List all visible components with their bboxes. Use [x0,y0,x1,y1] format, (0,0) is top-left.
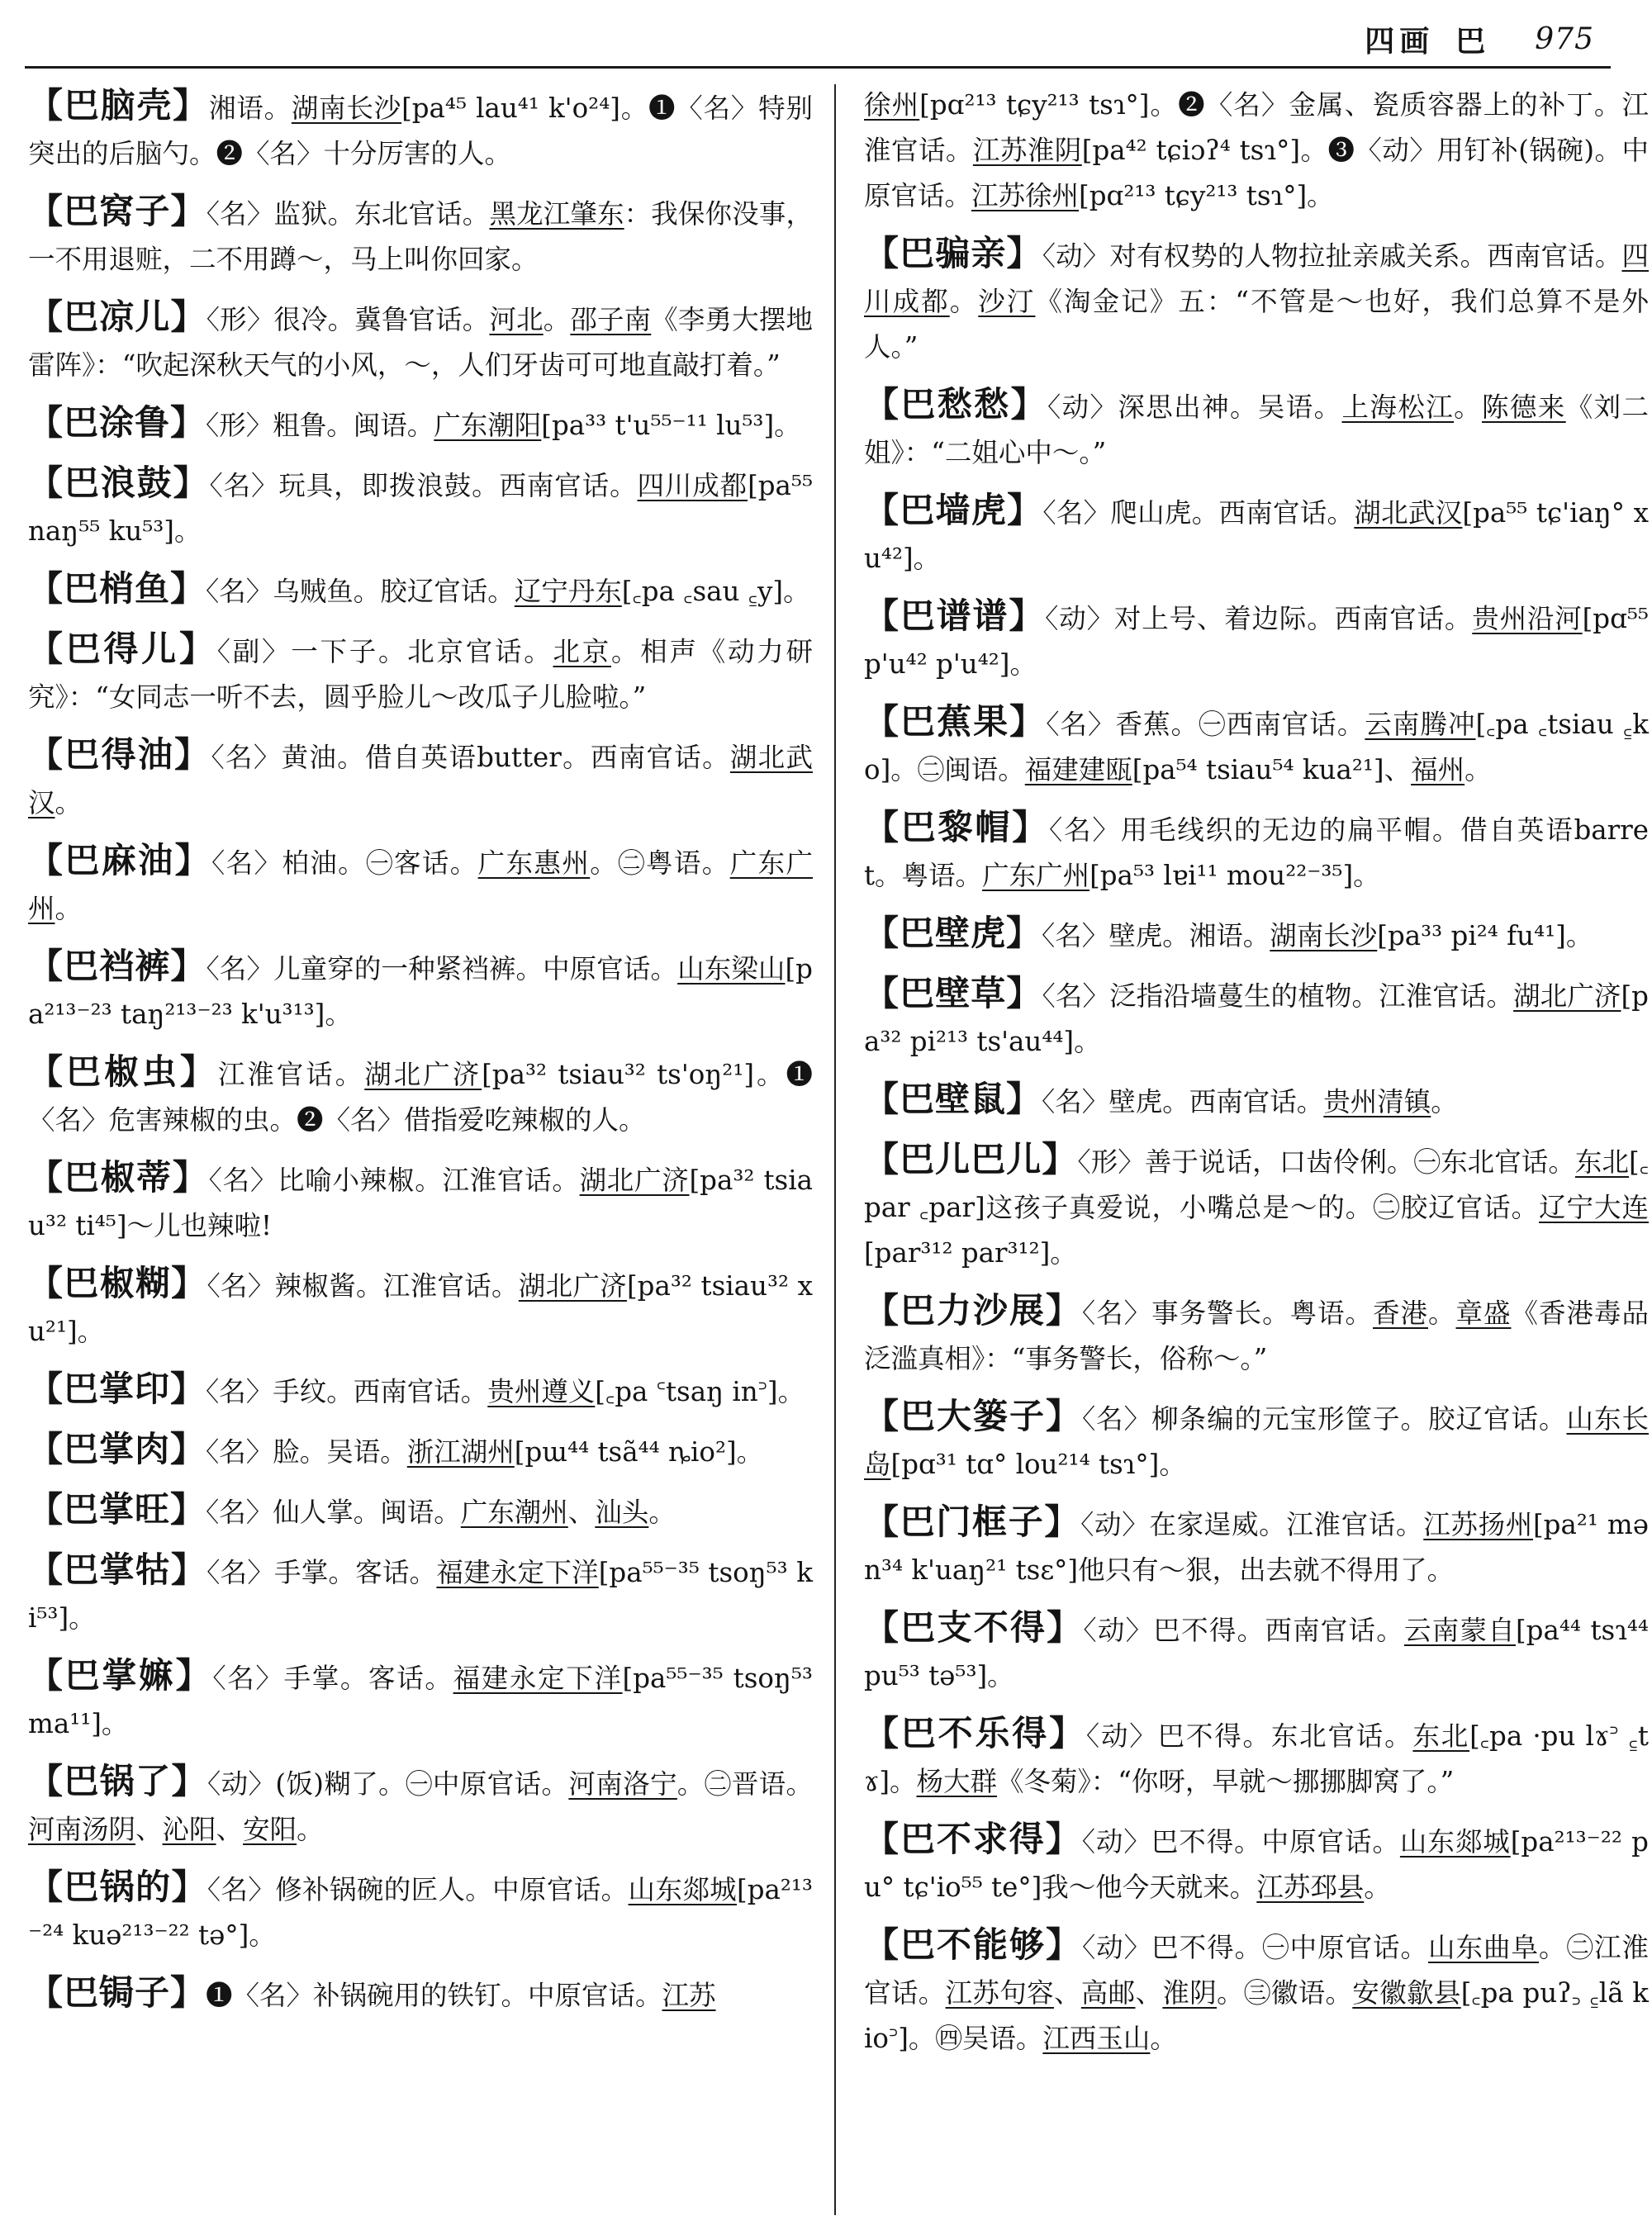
entry-headword: 【巴锅了】 [28,1761,207,1801]
entry-underlined-term: 江苏淮阴 [972,135,1082,166]
entry-definition-text: 。㊁江淮官话。 [864,1932,1649,2009]
entry-definition-text: [pa⁵⁵ tɕ'iaŋ° xu⁴²]。 [864,497,1649,574]
entry-headword: 【巴力沙展】 [864,1290,1082,1331]
entry-definition-text: 、 [135,1814,163,1845]
dictionary-entry [864,1710,1649,1805]
dictionary-entry [864,699,1649,793]
entry-underlined-term: 贵州遵义 [487,1376,596,1407]
entry-definition-text: [pa⁵⁵ naŋ⁵⁵ ku⁵³]。 [28,470,813,547]
entry-headword: 【巴麻油】 [28,840,211,880]
entry-definition-text: 。 [543,304,571,335]
entry-underlined-term: 沙汀 [978,286,1036,317]
entry-underlined-term: 章盛 [1455,1298,1512,1329]
entry-definition-text: [pɑ²¹³ tɕy²¹³ tsɿ°]。 [1079,180,1334,211]
entry-definition-text: 〈名〉辣椒酱。江淮官话。 [206,1270,519,1302]
entry-headword: 【巴大篓子】 [864,1396,1082,1436]
entry-underlined-term: 香港 [1373,1298,1429,1329]
entry-headword: 【巴椒虫】 [28,1051,218,1092]
entry-definition-text: 。 [55,787,83,818]
entry-headword: 【巴掌旺】 [28,1489,206,1530]
entry-definition-text: 〈名〉儿童穿的一种紧裆裤。中原官话。 [206,953,678,985]
dictionary-entry [864,230,1649,370]
dictionary-entry [28,1049,813,1143]
entry-definition-text: 《刘二姐》：“二姐心中～。” [864,391,1649,468]
entry-underlined-term: 湖北武汉 [28,742,813,818]
entry-headword: 【巴墙虎】 [864,490,1043,530]
running-head-character: 巴 [1455,23,1486,59]
entry-definition-text: ：我保你没事，一不用退赃，二不用蹲～，马上叫你回家。 [28,198,813,275]
dictionary-entry [28,1260,813,1355]
entry-underlined-term: 北京 [553,636,611,667]
entry-definition-text: [pa³² pi²¹³ ts'au⁴⁴]。 [864,980,1649,1057]
entry-underlined-term: 湖北广济 [579,1165,690,1196]
dictionary-entry [28,294,813,388]
dictionary-entry [28,626,813,720]
entry-definition-text: [pa²¹³⁻²³ taŋ²¹³⁻²³ k'u³¹³]。 [28,953,813,1030]
entry-definition-text: 。㊁晋语。 [676,1768,813,1800]
entry-underlined-term: 山东长岛 [864,1403,1649,1480]
entry-definition-text: 〈动〉巴不得。㊀中原官话。 [1081,1932,1429,1963]
entry-definition-text: 。 [1431,1086,1458,1117]
entry-definition-text: [pa³² tsiau³² ts'oŋ²¹]。❶〈名〉危害辣椒的虫。❷〈名〉借指爱吃辣椒的人。 [28,1059,813,1136]
entry-underlined-term: 四川成都 [637,470,748,501]
entry-definition-text: 〈名〉仙人掌。闽语。 [206,1497,461,1528]
column-divider [834,84,836,2215]
entry-definition-text: 。 [949,286,979,317]
dictionary-entry [28,83,813,177]
entry-underlined-term: 福州 [1411,754,1465,785]
entry-definition-text: 〈形〉很冷。冀鲁官话。 [206,304,490,335]
dictionary-entry [864,1136,1649,1276]
entry-definition-text: 。 [297,1814,324,1845]
entry-underlined-term: 江苏句容 [945,1977,1054,2009]
entry-definition-text: [pa³² tsiau³² ti⁴⁵]～儿也辣啦! [28,1165,813,1241]
entry-headword: 【巴窝子】 [28,191,206,231]
entry-definition-text: 。相声《动力研究》：“女同志一听不去，圆乎脸儿～改瓜子儿脸啦。” [28,636,813,713]
dictionary-entry [864,1393,1649,1487]
entry-definition-text: [pa⁴² tɕiɔʔ⁴ tsɿ°]。❸〈动〉用钉补(锅碗)。中原官话。 [864,135,1649,211]
entry-definition-text: 、 [1135,1977,1163,2009]
entry-definition-text: [pa²¹³⁻²² pu° tɕ'io⁵⁵ te°]我～他今天就来。 [864,1826,1649,1903]
entry-definition-text: 。 [1464,754,1492,785]
entry-definition-text: 〈名〉手纹。西南官话。 [206,1376,488,1407]
entry-definition-text: [pa³³ t'u⁵⁵⁻¹¹ lu⁵³]。 [541,410,801,441]
entry-underlined-term: 江苏扬州 [1423,1509,1533,1540]
entry-headword: 【巴掌印】 [28,1369,206,1409]
entry-headword: 【巴儿巴儿】 [864,1139,1078,1179]
entry-underlined-term: 上海松江 [1341,391,1455,423]
entry-headword: 【巴椒糊】 [28,1263,207,1303]
dictionary-entry [864,1499,1649,1593]
dictionary-entry [864,593,1649,687]
entry-underlined-term: 山东郯城 [628,1874,738,1905]
entry-headword: 【巴梢鱼】 [28,568,206,609]
entry-definition-text: 〈动〉对有权势的人物拉扯亲戚关系。西南官话。 [1042,240,1622,272]
dictionary-entry [28,1970,813,2019]
entry-definition-text: 〈名〉脸。吴语。 [206,1436,407,1468]
running-head [1322,18,1594,59]
entry-definition-text: 。 [1428,1298,1456,1329]
entry-definition-text: 〈名〉泛指沿墙蔓生的植物。江淮官话。 [1042,980,1514,1012]
entry-definition-text: [pa⁵³ lɐi¹¹ mou²²⁻³⁵]。 [1089,860,1380,891]
entry-definition-text: 〈名〉香蕉。㊀西南官话。 [1046,709,1365,740]
dictionary-entry [28,1758,813,1853]
entry-definition-text: 〈名〉柳条编的元宝形筐子。胶辽官话。 [1081,1403,1567,1435]
dictionary-entry [864,382,1649,476]
dictionary-entry [28,566,813,614]
entry-definition-text: [꜀pa ·pu lɤ꜄ ꜁tɤ]。 [864,1720,1649,1797]
entry-definition-text: [꜀pa ꜀sau ꜁y]。 [621,576,810,607]
entry-headword: 【巴支不得】 [864,1607,1084,1648]
entry-underlined-term: 湖北武汉 [1354,497,1463,529]
entry-underlined-term: 江西玉山 [1042,2023,1151,2054]
dictionary-entry [864,970,1649,1065]
entry-definition-text: [꜀par ꜀par]这孩子真爱说，小嘴总是～的。㊁胶辽官话。 [864,1146,1649,1223]
entry-underlined-term: 广东潮阳 [434,410,542,441]
entry-underlined-term: 东北 [1412,1720,1470,1752]
entry-headword: 【巴壁草】 [864,973,1042,1013]
entry-definition-text: 《冬菊》：“你呀，早就～挪挪脚窝了。” [997,1766,1455,1797]
entry-definition-text: 〈名〉事务警长。粤语。 [1081,1298,1374,1329]
entry-definition-text: 〈名〉乌贼鱼。胶辽官话。 [206,576,515,607]
entry-definition-text: 、 [1053,1977,1081,2009]
entry-headword: 【巴不求得】 [864,1819,1082,1859]
entry-underlined-term: 河南洛宁 [568,1768,677,1800]
entry-definition-text: 〈副〉一下子。北京官话。 [216,636,553,667]
dictionary-entry [28,188,813,282]
dictionary-entry [28,460,813,554]
entry-underlined-term: 杨大群 [916,1766,998,1797]
entry-definition-text: 、 [216,1814,244,1845]
entry-definition-text: [pa⁵⁵⁻³⁵ tsoŋ⁵³ ma¹¹]。 [28,1663,813,1739]
entry-headword: 【巴愁愁】 [864,384,1047,425]
entry-underlined-term: 山东梁山 [677,953,786,985]
page-number: 975 [1535,21,1594,56]
entry-definition-text: [par³¹² par³¹²]。 [864,1237,1077,1269]
entry-headword: 【巴不能够】 [864,1924,1082,1965]
dictionary-entry [28,837,813,932]
entry-definition-text: [꜀pa puʔ꜆ ꜁lã kio꜄]。㊃吴语。 [864,1977,1649,2054]
entry-definition-text: 。 [1150,2023,1177,2054]
dictionary-entry [28,1426,813,1475]
entry-underlined-term: 江苏徐州 [971,180,1080,211]
entry-definition-text: ❶〈名〉补锅碗用的铁钉。中原官话。 [206,1980,662,2011]
entry-definition-text: 〈名〉壁虎。湘语。 [1042,920,1270,951]
entry-headword: 【巴骗亲】 [864,233,1042,273]
entry-headword: 【巴脑壳】 [28,85,209,126]
entry-definition-text: 《李勇大摆地雷阵》：“吹起深秋天气的小风，～，人们牙齿可可地直敲打着。” [28,304,813,381]
entry-underlined-term: 陈德来 [1482,391,1566,423]
entry-headword: 【巴蕉果】 [864,701,1047,742]
entry-definition-text: 《香港毒品泛滥真相》：“事务警长，俗称～。” [864,1298,1649,1374]
entry-underlined-term: 汕头 [595,1497,649,1528]
entry-definition-text: 〈名〉爬山虎。西南官话。 [1042,497,1355,529]
entry-definition-text: 《淘金记》五：“不管是～也好，我们总算不是外人。” [864,286,1649,363]
entry-headword: 【巴不乐得】 [864,1713,1086,1753]
entry-definition-text: 、 [567,1497,596,1528]
entry-definition-text: 〈名〉手掌。客话。 [206,1557,437,1588]
entry-definition-text: 〈形〉善于说话，口齿伶俐。㊀东北官话。 [1077,1146,1575,1178]
entry-definition-text: 〈形〉粗鲁。闽语。 [206,410,434,441]
left-column [28,83,813,2030]
entry-definition-text: [꜀pa ꜀tsiau ꜁ko]。㊁闽语。 [864,709,1649,785]
entry-underlined-term: 贵州沿河 [1472,603,1583,634]
entry-definition-text: 〈名〉比喻小辣椒。江淮官话。 [208,1165,580,1196]
dictionary-entry [28,1155,813,1249]
entry-definition-text: [pɯ⁴⁴ tsã⁴⁴ ȵio²]。 [514,1436,764,1468]
entry-underlined-term: 山东郯城 [1399,1826,1511,1858]
entry-definition-text: [pɑ²¹³ tɕy²¹³ tsɿ°]。❷〈名〉金属、瓷质容器上的补丁。江淮官话。 [864,89,1649,166]
entry-underlined-term: 福建永定下洋 [453,1663,623,1694]
entry-underlined-term: 浙江湖州 [406,1436,515,1468]
dictionary-entry [864,487,1649,581]
entry-underlined-term: 山东曲阜 [1428,1932,1539,1963]
entry-headword: 【巴涂鲁】 [28,402,206,443]
entry-definition-text: 〈动〉巴不得。中原官话。 [1081,1826,1400,1858]
entry-underlined-term: 江苏邳县 [1256,1872,1365,1903]
dictionary-entry [864,804,1649,899]
entry-headword: 【巴锅的】 [28,1867,207,1907]
entry-headword: 【巴掌嫲】 [28,1655,213,1696]
entry-definition-text: [꜀pa ꜂tsaŋ in꜄]。 [595,1376,805,1407]
dictionary-entry [28,1487,813,1535]
dictionary-entry [864,1816,1649,1910]
entry-underlined-term: 辽宁丹东 [514,576,622,607]
entry-underlined-term: 东北 [1574,1146,1630,1178]
entry-underlined-term: 湖南长沙 [291,93,402,124]
entry-headword: 【巴黎帽】 [864,807,1050,847]
entry-underlined-term: 河南汤阴 [28,1814,136,1845]
dictionary-entry [864,1922,1649,2062]
dictionary-entry [28,732,813,826]
entry-definition-text: [pɑ³¹ tɑ° lou²¹⁴ tsɿ°]。 [890,1449,1186,1480]
entry-underlined-term: 河北 [489,304,544,335]
entry-definition-text: 湘语。 [208,93,292,124]
entry-headword: 【巴得油】 [28,734,211,775]
entry-definition-text: 。 [648,1497,676,1528]
entry-definition-text: [pɑ⁵⁵ p'u⁴² p'u⁴²]。 [864,603,1649,680]
entry-underlined-term: 安阳 [243,1814,297,1845]
entry-underlined-term: 安徽歙县 [1352,1977,1461,2009]
entry-definition-text: 〈名〉壁虎。西南官话。 [1042,1086,1324,1117]
entry-definition-text: 〈名〉用毛线织的无边的扁平帽。借自英语barret。粤语。 [864,814,1649,891]
entry-headword: 【巴得儿】 [28,629,217,669]
entry-definition-text: 江淮官话。 [217,1059,365,1090]
entry-headword: 【巴浪鼓】 [28,463,210,503]
dictionary-entry [28,1547,813,1641]
entry-underlined-term: 贵州清镇 [1323,1086,1431,1117]
entry-definition-text: [pa⁴⁵ lau⁴¹ k'o²⁴]。❶〈名〉特别突出的后脑勺。❷〈名〉十分厉害的人。 [28,93,813,169]
entry-underlined-term: 高邮 [1080,1977,1136,2009]
entry-underlined-term: 湖北广济 [1513,980,1621,1012]
entry-headword: 【巴壁鼠】 [864,1079,1042,1119]
dictionary-entry [28,1653,813,1747]
entry-definition-text: 〈动〉(饭)糊了。㊀中原官话。 [206,1768,569,1800]
dictionary-entry [864,910,1649,959]
dictionary-entry [28,400,813,448]
entry-underlined-term: 云南蒙自 [1404,1615,1516,1646]
entry-definition-text: 。 [1454,391,1483,423]
entry-underlined-term: 湖南长沙 [1270,920,1378,951]
entry-underlined-term: 广东惠州 [477,847,591,879]
entry-headword: 【巴掌肉】 [28,1429,206,1469]
entry-underlined-term: 江苏 [662,1980,716,2011]
entry-headword: 【巴掌牯】 [28,1549,207,1590]
entry-headword: 【巴壁虎】 [864,913,1042,953]
entry-definition-text: [pa³² tsiau³² xu²¹]。 [28,1270,813,1347]
entry-definition-text: [pa⁵⁵⁻³⁵ tsoŋ⁵³ ki⁵³]。 [28,1557,813,1634]
entry-headword: 【巴锔子】 [28,1972,206,2013]
entry-definition-text: 〈动〉在家逞威。江淮官话。 [1080,1509,1424,1540]
entry-underlined-term: 广东潮州 [460,1497,568,1528]
dictionary-entry [864,1076,1649,1125]
entry-definition-text: [pa³³ pi²⁴ fu⁴¹]。 [1377,920,1593,951]
entry-definition-text: 〈名〉监狱。东北官话。 [206,198,490,230]
entry-definition-text: 〈名〉黄油。借自英语butter。西南官话。 [211,742,730,773]
entry-definition-text: 。 [55,893,83,924]
entry-definition-text: 〈动〉对上号、着边际。西南官话。 [1045,603,1473,634]
entry-underlined-term: 淮阴 [1162,1977,1218,2009]
dictionary-entry [864,83,1649,219]
entry-headword: 【巴凉儿】 [28,297,206,337]
entry-underlined-term: 福建建瓯 [1024,754,1132,785]
entry-underlined-term: 广东广州 [982,860,1090,891]
entry-underlined-term: 邵子南 [570,304,652,335]
entry-definition-text: [pa⁴⁴ tsɿ⁴⁴ pu⁵³ tə⁵³]。 [864,1615,1649,1691]
entry-definition-text: 〈名〉玩具，即拨浪鼓。西南官话。 [209,470,638,501]
entry-underlined-term: 辽宁大连 [1539,1192,1649,1223]
entry-underlined-term: 云南腾冲 [1365,709,1476,740]
entry-definition-text: 〈名〉修补锅碗的匠人。中原官话。 [206,1874,629,1905]
entry-definition-text: 〈动〉巴不得。西南官话。 [1083,1615,1405,1646]
entry-headword: 【巴椒蒂】 [28,1157,209,1198]
dictionary-entry [28,943,813,1037]
entry-definition-text: 。㊁粤语。 [590,847,730,879]
entry-underlined-term: 广东广州 [28,847,813,924]
dictionary-entry [864,1288,1649,1382]
entry-underlined-term: 沁阳 [162,1814,216,1845]
entry-headword: 【巴门框子】 [864,1502,1081,1542]
entry-definition-text: 〈动〉巴不得。东北官话。 [1085,1720,1413,1752]
header-rule [25,66,1611,69]
entry-underlined-term: 湖北广济 [364,1059,482,1090]
entry-definition-text: [pa²¹³⁻²⁴ kuə²¹³⁻²² tə°]。 [28,1874,813,1951]
dictionary-entry [28,1366,813,1415]
entry-definition-text: 〈名〉柏油。㊀客话。 [211,847,478,879]
entry-headword: 【巴谱谱】 [864,595,1046,636]
entry-definition-text: [pa²¹ mən³⁴ k'uaŋ²¹ tsɛ°]他只有～狠，出去就不得用了。 [864,1509,1649,1586]
entry-underlined-term: 福建永定下洋 [436,1557,599,1588]
entry-underlined-term: 徐州 [864,89,920,121]
entry-definition-text: 。 [1364,1872,1391,1903]
dictionary-entry [864,1605,1649,1699]
entry-definition-text: 〈名〉手掌。客话。 [212,1663,453,1694]
dictionary-entry [28,1864,813,1958]
entry-underlined-term: 四川成都 [864,240,1649,317]
running-head-section: 四画 [1365,23,1435,59]
entry-underlined-term: 黑龙江肇东 [489,198,624,230]
entry-definition-text: [pa⁵⁴ tsiau⁵⁴ kua²¹]、 [1132,754,1412,785]
entry-underlined-term: 湖北广济 [518,1270,627,1302]
entry-headword: 【巴裆裤】 [28,946,206,986]
right-column [864,83,1649,2073]
entry-definition-text: 〈动〉深思出神。吴语。 [1047,391,1342,423]
entry-definition-text: 。㊂徽语。 [1217,1977,1353,2009]
